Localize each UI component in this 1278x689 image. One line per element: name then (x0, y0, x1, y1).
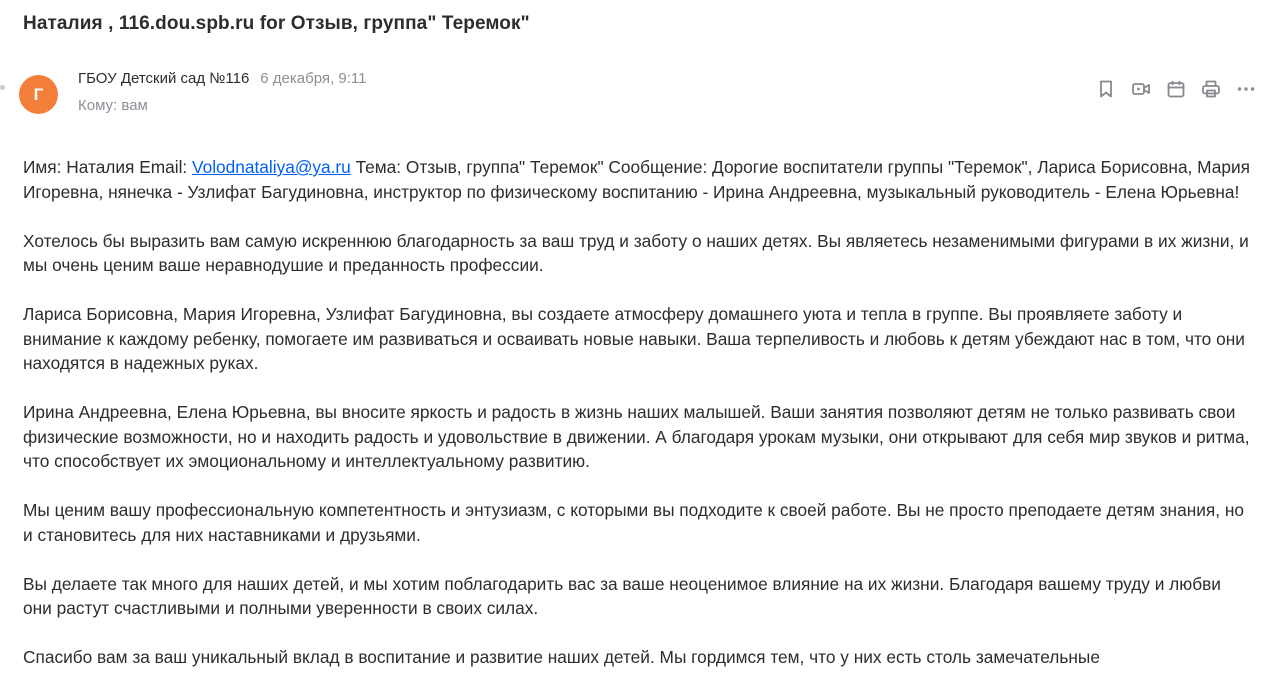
print-icon (1201, 79, 1221, 99)
message-date: 6 декабря, 9:11 (260, 70, 367, 87)
calendar-icon (1166, 79, 1186, 99)
email-link[interactable]: Volodnataliya@ya.ru (192, 157, 351, 177)
more-button[interactable] (1233, 76, 1258, 101)
body-text: Имя: Наталия Email: (23, 157, 193, 177)
bookmark-icon (1096, 79, 1116, 99)
avatar-letter: Г (33, 84, 44, 104)
body-paragraph: Мы ценим вашу профессиональную компетентность и энтузиазм, с которыми вы подходите к своей работе. Вы не просто преподаете детям знания, но и становитесь для них наставниками и друзьями. (23, 500, 1245, 545)
unread-dot (0, 85, 5, 90)
video-call-icon (1131, 79, 1151, 99)
email-subject: Наталия , 116.dou.spb.ru for Отзыв, группа" Теремок" (23, 13, 530, 34)
body-paragraph: Ирина Андреевна, Елена Юрьевна, вы вносите яркость и радость в жизнь наших малышей. Ваши занятия позволяют детям не только развивать свои физические возможности, но и находить радость и удовольствие в движении. А благодаря урокам музыки, они открывают для себя мир звуков и ритма, что способствует их эмоциональному и интеллектуальному развитию. (23, 402, 1250, 471)
body-paragraph: Спасибо вам за ваш уникальный вклад в воспитание и развитие наших детей. Мы гордимся тем, что у них есть столь замечательные (23, 647, 1100, 667)
calendar-button[interactable] (1163, 76, 1188, 101)
avatar[interactable] (19, 75, 58, 114)
recipient-line[interactable]: Кому: вам (78, 97, 148, 114)
body-text: Тема: Отзыв, группа" Теремок" Сообщение: Дорогие воспитатели группы "Теремок", Лариса Борисовна, Мария Игоревна, нянечка - Узлифат Багудиновна, инструктор по физическому воспитанию - Ирина Андреевна, музыкальный руководитель - Елена Юрьевна! (23, 157, 1250, 202)
more-icon (1236, 79, 1256, 99)
body-paragraph: Вы делаете так много для наших детей, и мы хотим поблагодарить вас за ваше неоценимое влияние на их жизни. Благодаря вашему труду и любви они растут счастливыми и полными уверенности в своих силах. (23, 573, 1221, 618)
body-paragraph: Хотелось бы выразить вам самую искреннюю благодарность за ваш труд и заботу о наших детях. Вы являетесь незаменимыми фигурами в их жизни, и мы очень ценим ваше неравнодушие и преданность профессии. (23, 230, 1249, 275)
body-paragraph (23, 155, 1253, 204)
sender-line (78, 70, 366, 87)
message-body (23, 155, 1253, 689)
print-button[interactable] (1198, 76, 1223, 101)
sender-name[interactable]: ГБОУ Детский сад №116 (78, 70, 250, 87)
message-toolbar (1093, 76, 1258, 101)
video-call-button[interactable] (1128, 76, 1153, 101)
bookmark-button[interactable] (1093, 76, 1118, 101)
body-paragraph: Лариса Борисовна, Мария Игоревна, Узлифат Багудиновна, вы создаете атмосферу домашнего уюта и тепла в группе. Вы проявляете заботу и внимание к каждому ребенку, помогаете им развиваться и осваивать новые навыки. Ваша терпеливость и любовь к детям убеждают нас в том, что они находятся в надежных руках. (23, 304, 1245, 373)
